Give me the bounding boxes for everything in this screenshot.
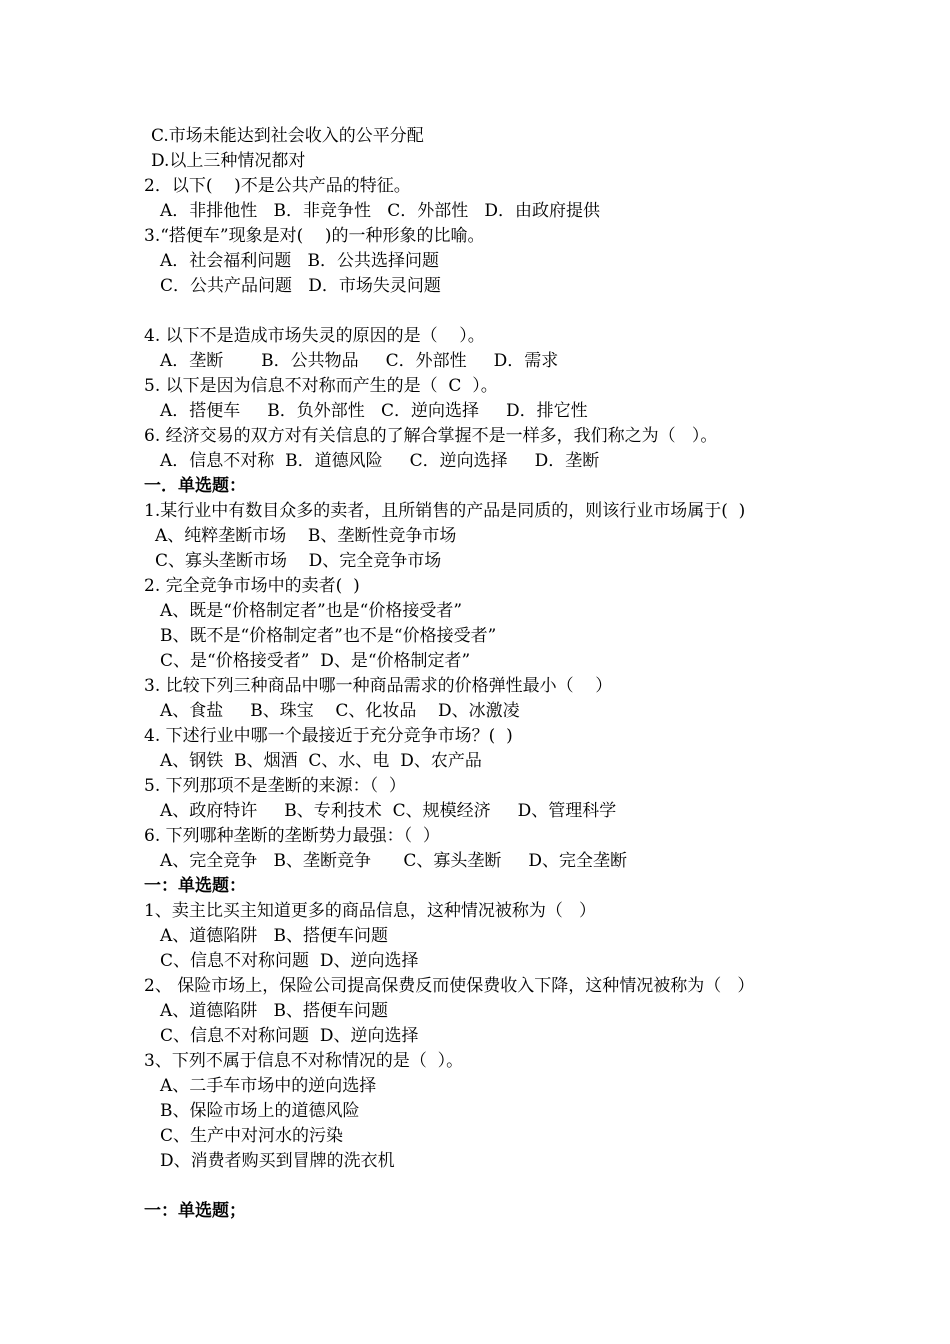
options-line: A、完全竞争 B、垄断竞争 C、寡头垄断 D、完全垄断 [160, 851, 628, 871]
options-line: A．信息不对称 B．道德风险 C．逆向选择 D．垄断 [160, 451, 600, 471]
question-line: 3. 比较下列三种商品中哪一种商品需求的价格弹性最小（ ） [144, 676, 613, 696]
question-line: 6. 下列哪种垄断的垄断势力最强：（ ） [144, 826, 440, 846]
question-line: 2．以下( )不是公共产品的特征。 [144, 176, 411, 196]
options-line: A、政府特许 B、专利技术 C、规模经济 D、管理科学 [160, 801, 617, 821]
options-line: C、信息不对称问题 D、逆向选择 [160, 1026, 419, 1046]
question-line: 3、下列不属于信息不对称情况的是（ ）。 [144, 1051, 464, 1071]
question-line: 4. 下述行业中哪一个最接近于充分竞争市场？( ) [144, 726, 513, 746]
question-line: 5. 下列那项不是垄断的来源：（ ） [144, 776, 406, 796]
question-line: 2. 完全竞争市场中的卖者( ) [144, 576, 360, 596]
options-line: A、道德陷阱 B、搭便车问题 [160, 926, 388, 946]
question-line: 1、卖主比买主知道更多的商品信息，这种情况被称为（ ） [144, 901, 597, 921]
options-line: A、道德陷阱 B、搭便车问题 [160, 1001, 388, 1021]
options-line: B、既不是“价格制定者”也不是“价格接受者” [160, 626, 497, 646]
options-line: D、消费者购买到冒牌的洗衣机 [160, 1151, 395, 1171]
options-line: C、寡头垄断市场 D、完全竞争市场 [155, 551, 442, 571]
options-line: A、二手车市场中的逆向选择 [160, 1076, 377, 1096]
options-line: A、钢铁 B、烟酒 C、水、电 D、农产品 [160, 751, 482, 771]
section-heading: 一：单选题； [144, 1201, 246, 1221]
question-line: 1.某行业中有数目众多的卖者，且所销售的产品是同质的，则该行业市场属于( ) [144, 501, 746, 521]
question-line: 6. 经济交易的双方对有关信息的了解合掌握不是一样多，我们称之为（ ）。 [144, 426, 718, 446]
options-line: C、是“价格接受者” D、是“价格制定者” [160, 651, 471, 671]
options-line: A．搭便车 B．负外部性 C．逆向选择 D．排它性 [160, 401, 588, 421]
options-line: A．垄断 B．公共物品 C．外部性 D．需求 [160, 351, 559, 371]
section-heading: 一：单选题： [144, 876, 246, 896]
options-line: A．非排他性 B．非竞争性 C．外部性 D．由政府提供 [160, 201, 601, 221]
options-line: C、生产中对河水的污染 [160, 1126, 344, 1146]
options-line: B、保险市场上的道德风险 [160, 1101, 360, 1121]
question-line: 4. 以下不是造成市场失灵的原因的是（ ）。 [144, 326, 485, 346]
question-line: 3.“搭便车”现象是对( )的一种形象的比喻。 [144, 226, 485, 246]
options-line: A、纯粹垄断市场 B、垄断性竞争市场 [155, 526, 457, 546]
text-line: D.以上三种情况都对 [151, 151, 306, 171]
question-line: 2、 保险市场上，保险公司提高保费反而使保费收入下降，这种情况被称为（ ） [144, 976, 755, 996]
options-line: C．公共产品问题 D．市场失灵问题 [160, 276, 441, 296]
options-line: C、信息不对称问题 D、逆向选择 [160, 951, 419, 971]
section-heading: 一．单选题： [144, 476, 246, 496]
question-line: 5. 以下是因为信息不对称而产生的是（ C ）。 [144, 376, 498, 396]
options-line: A、既是“价格制定者”也是“价格接受者” [160, 601, 463, 621]
options-line: A．社会福利问题 B．公共选择问题 [160, 251, 439, 271]
text-line: C.市场未能达到社会收入的公平分配 [151, 126, 424, 146]
options-line: A、食盐 B、珠宝 C、化妆品 D、冰激凌 [160, 701, 520, 721]
